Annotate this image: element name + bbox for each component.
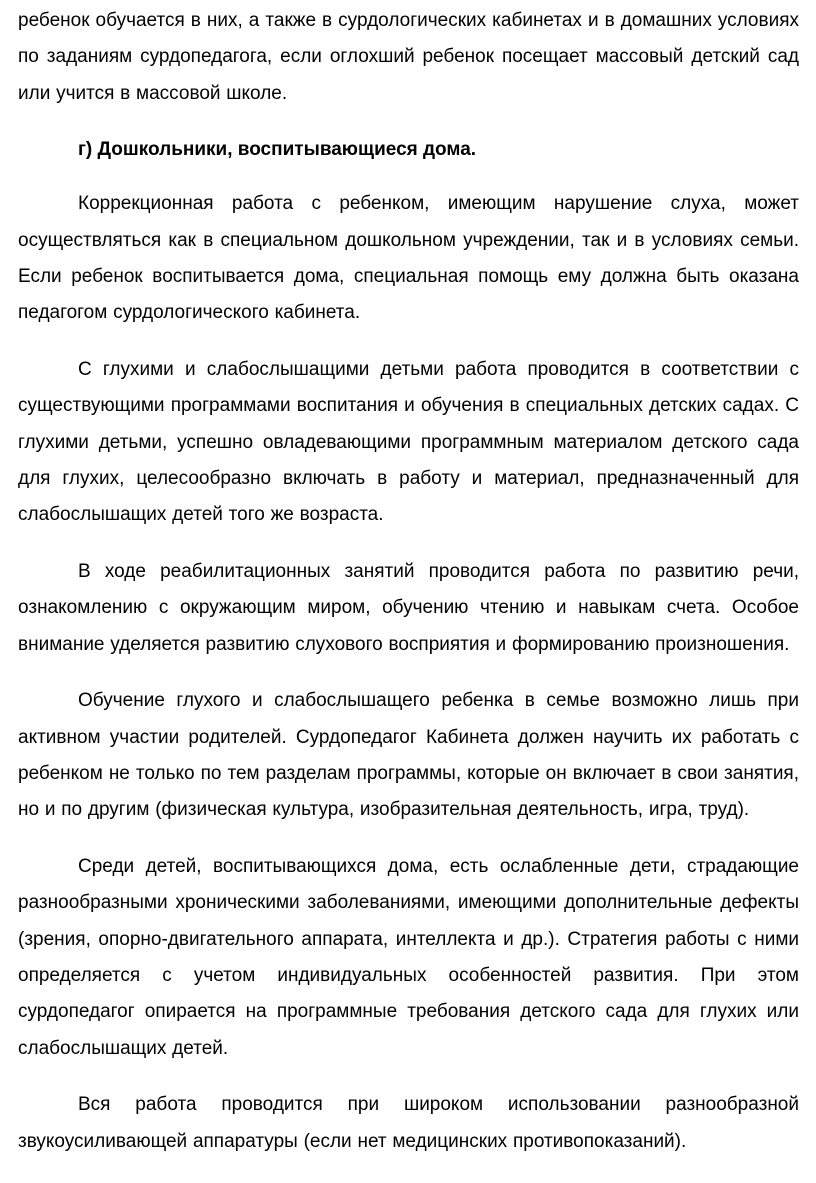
document-page — [18, 0, 799, 1160]
paragraph-programs: С глухими и слабослышащими детьми работа проводится в соответствии с существующими программами воспитания и обучения в специальных детских садах. С глухими детьми, успешно овладевающими программным материалом детского сада для глухих, целесообразно включать в работу и материал, предназначенный для слабослышащих детей того же возраста. — [18, 358, 799, 526]
paragraph-rehabilitation: В ходе реабилитационных занятий проводится работа по развитию речи, ознакомлению с окружающим миром, обучению чтению и навыкам счета. Особое внимание уделяется развитию слухового восприятия и формированию произношения. — [18, 560, 799, 655]
paragraph-equipment: Вся работа проводится при широком использовании разнообразной звукоусиливающей аппаратуры (если нет медицинских противопоказаний). — [18, 1094, 799, 1152]
section-heading: г) Дошкольники, воспитывающиеся дома. — [78, 139, 477, 161]
paragraph-correction-work: Коррекционная работа с ребенком, имеющим нарушение слуха, может осуществляться как в специальном дошкольном учреждении, так и в условиях семьи. Если ребенок воспитывается дома, специальная помощь ему должна быть оказана педагогом сурдологического кабинета. — [18, 193, 799, 324]
paragraph-weakened-children: Среди детей, воспитывающихся дома, есть ослабленные дети, страдающие разнообразными хроническими заболеваниями, имеющими дополнительные дефекты (зрения, опорно-двигательного аппарата, интеллекта и др.). Стратегия работы с ними определяется с учетом индивидуальных особенностей развития. При этом сурдопедагог опирается на программные требования детского сада для глухих или слабослышащих детей. — [18, 855, 799, 1059]
paragraph-continuation: ребенок обучается в них, а также в сурдологических кабинетах и в домашних условиях по заданиям сурдопедагога, если оглохший ребенок посещает массовый детский сад или учится в массовой школе. — [18, 10, 799, 104]
paragraph-family-learning: Обучение глухого и слабослышащего ребенка в семье возможно лишь при активном участии родителей. Сурдопедагог Кабинета должен научить их работать с ребенком не только по тем разделам программы, которые он включает в свои занятия, но и по другим (физическая культура, изобразительная деятельность, игра, труд). — [18, 690, 799, 821]
